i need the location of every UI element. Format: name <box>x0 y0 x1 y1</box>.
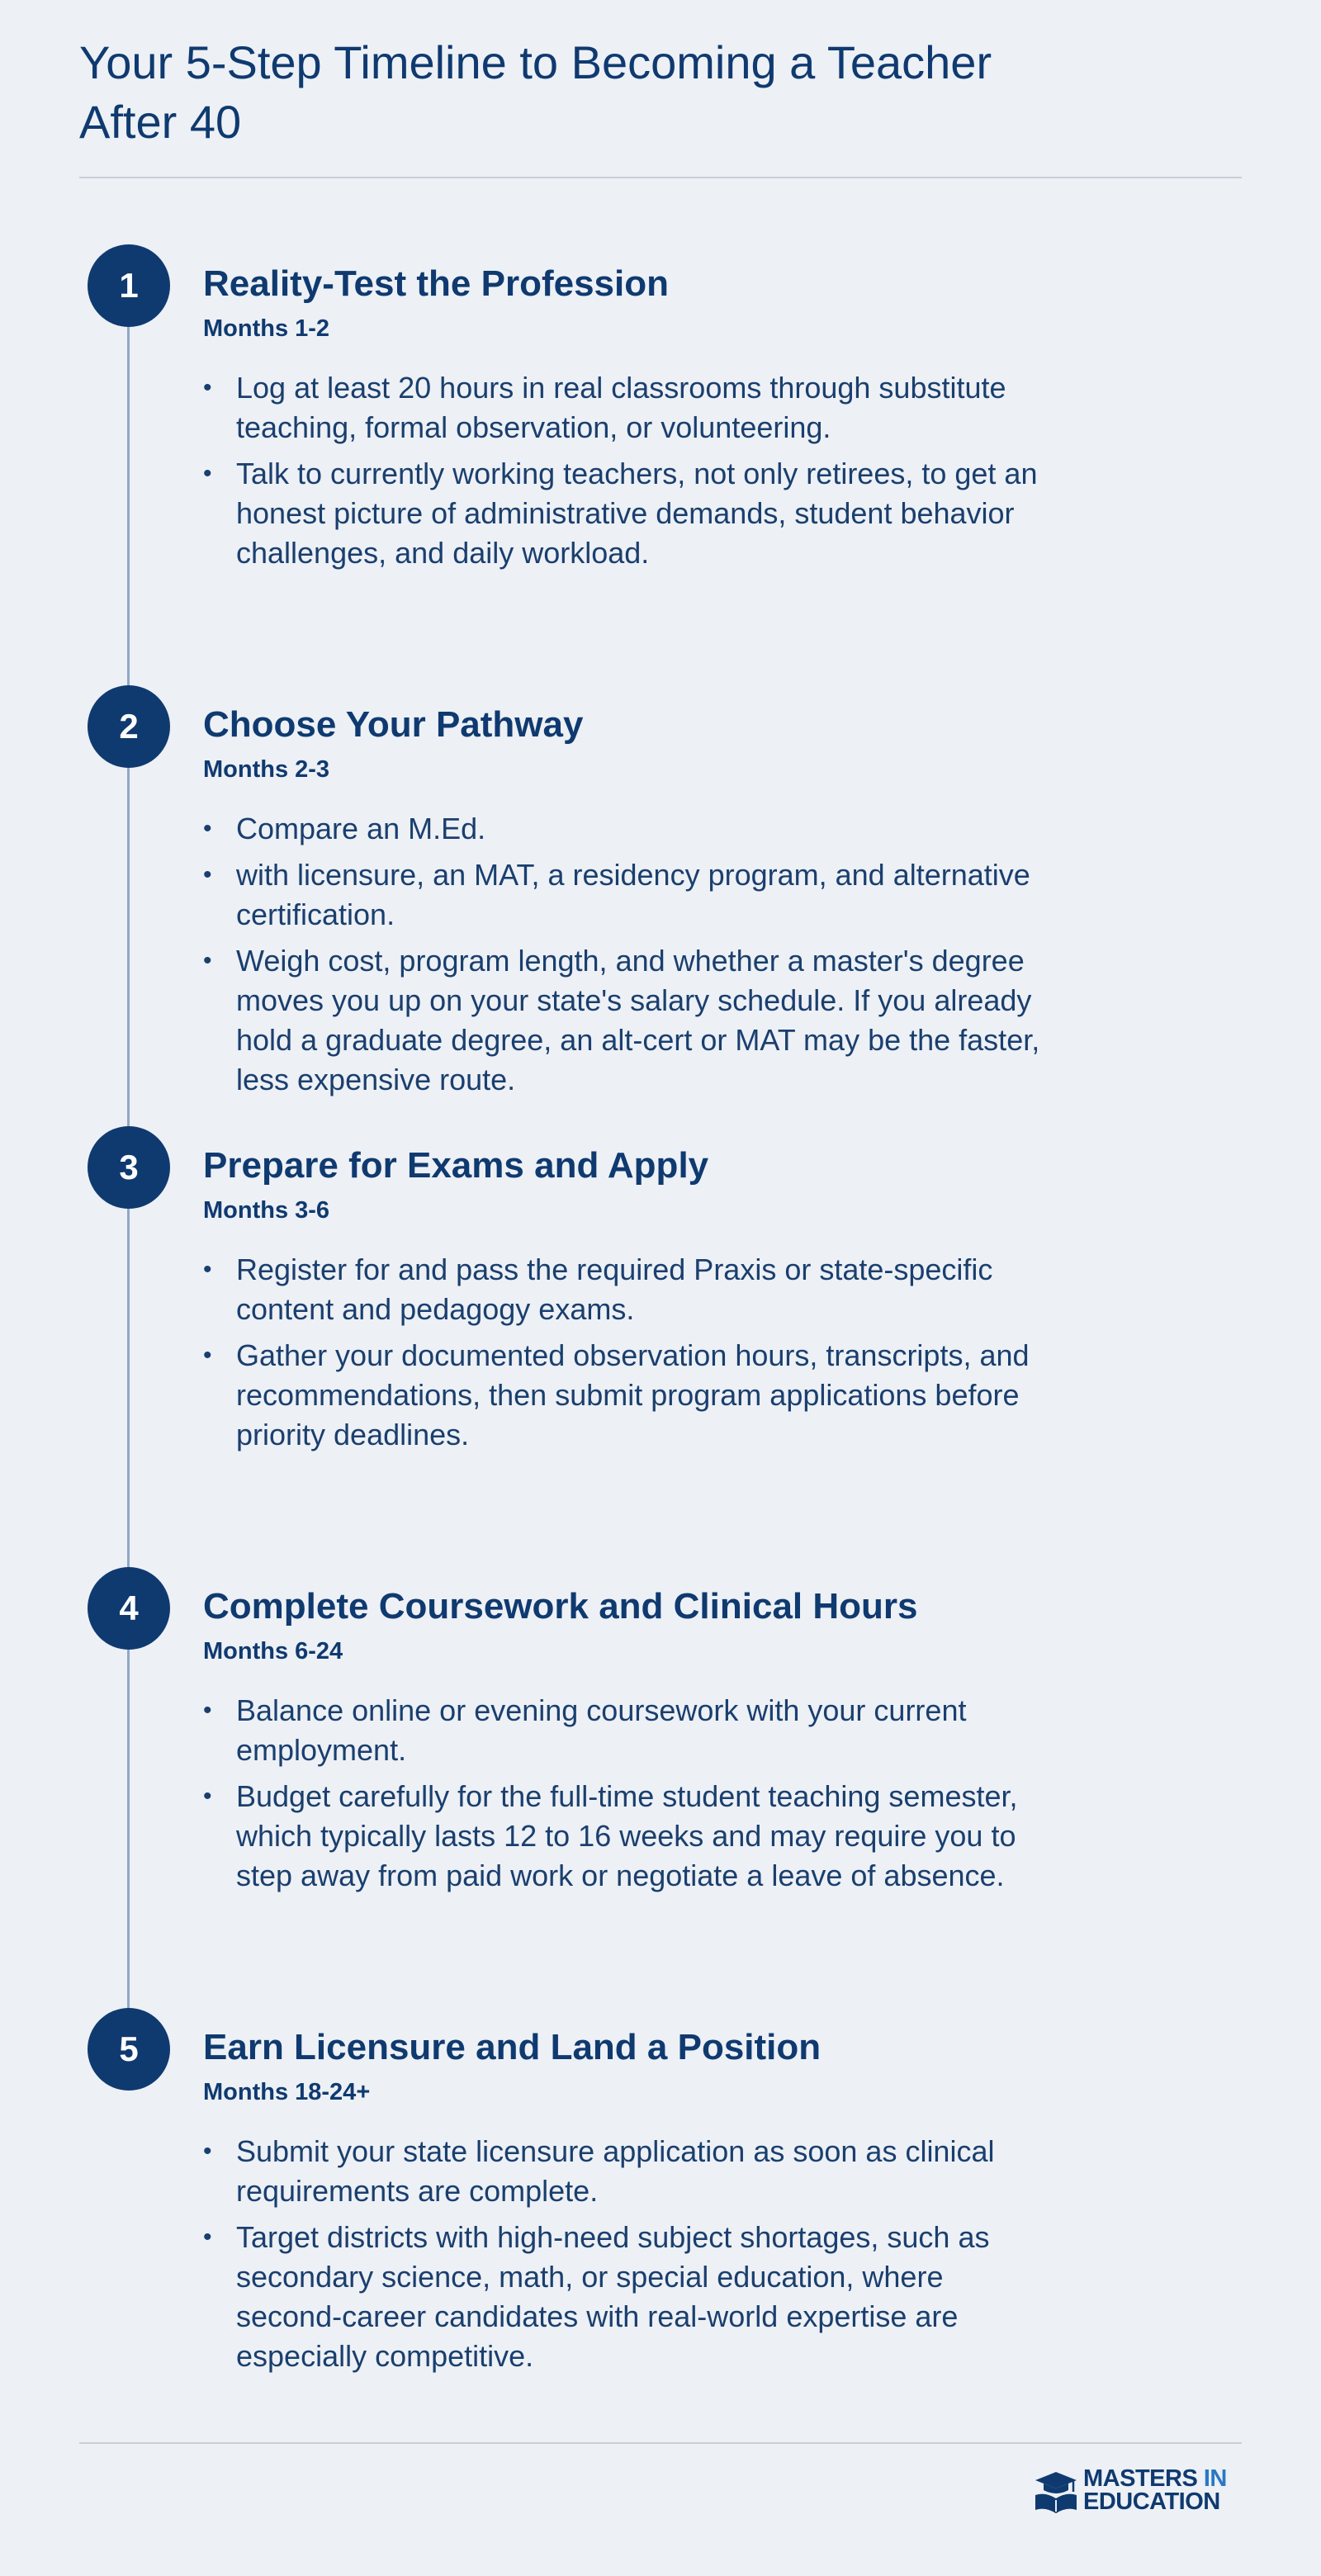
bullet-item <box>203 454 1053 573</box>
bullet-text: Balance online or evening coursework with your current employment. <box>236 1693 967 1767</box>
step-title: Earn Licensure and Land a Position <box>203 2027 821 2067</box>
step-number-badge: 3 <box>88 1126 170 1209</box>
bullet-dot-icon: • <box>203 1783 212 1810</box>
step-content <box>203 1143 1053 1461</box>
step-number-badge: 4 <box>88 1567 170 1650</box>
logo-word-education: EDUCATION <box>1083 2488 1220 2515</box>
bullet-dot-icon: • <box>203 1342 212 1369</box>
bullet-text: Compare an M.Ed. <box>236 812 486 845</box>
step-content <box>203 261 1053 580</box>
bullet-text: Budget carefully for the full-time student teaching semester, which typically lasts 12 to 16 weeks and may require you to step away from paid work or negotiate a leave of absence. <box>236 1779 1018 1892</box>
step-timeframe: Months 6-24 <box>203 1638 343 1664</box>
bullet-item <box>203 2218 1053 2376</box>
bullet-item <box>203 2132 1053 2211</box>
step-content <box>203 2024 1053 2383</box>
bullet-dot-icon: • <box>203 1697 212 1724</box>
bullet-item <box>203 1336 1053 1455</box>
bullet-dot-icon: • <box>203 2223 212 2251</box>
bullet-text: Talk to currently working teachers, not only retirees, to get an honest picture of administrative demands, student behavior challenges, and daily workload. <box>236 457 1038 570</box>
step-bullet-list <box>203 1691 1053 1896</box>
step-title: Prepare for Exams and Apply <box>203 1145 709 1186</box>
step-bullet-list <box>203 809 1053 1100</box>
bullet-text: Log at least 20 hours in real classrooms through substitute teaching, formal observation, or volunteering. <box>236 371 1006 444</box>
bullet-text: Weigh cost, program length, and whether a master's degree moves you up on your state's salary schedule. If you already hold a graduate degree, an alt-cert or MAT may be the faster, less expensive route. <box>236 944 1040 1096</box>
step-bullet-list <box>203 368 1053 573</box>
bullet-item <box>203 1777 1053 1896</box>
bullet-text: with licensure, an MAT, a residency program, and alternative certification. <box>236 858 1030 931</box>
bullet-item <box>203 1250 1053 1329</box>
bullet-item <box>203 941 1053 1100</box>
bullet-text: Gather your documented observation hours, transcripts, and recommendations, then submit program applications before priority deadlines. <box>236 1338 1030 1451</box>
bullet-dot-icon: • <box>203 2138 212 2165</box>
bullet-dot-icon: • <box>203 374 212 401</box>
step-title: Reality-Test the Profession <box>203 263 669 304</box>
step-timeframe: Months 3-6 <box>203 1197 330 1224</box>
step-content <box>203 1584 1053 1902</box>
graduation-cap-book-icon <box>1034 2470 1078 2517</box>
step-number-badge: 5 <box>88 2008 170 2091</box>
step-timeframe: Months 1-2 <box>203 315 330 342</box>
step-number-badge: 2 <box>88 685 170 768</box>
bullet-item <box>203 855 1053 935</box>
logo-word-masters: MASTERS <box>1083 2465 1198 2492</box>
bullet-dot-icon: • <box>203 1256 212 1283</box>
step-timeframe: Months 2-3 <box>203 756 330 783</box>
bullet-text: Submit your state licensure application as soon as clinical requirements are complete. <box>236 2134 995 2208</box>
bullet-text: Target districts with high-need subject shortages, such as secondary science, math, or special education, where second-career candidates with real-world expertise are especially competitive. <box>236 2220 990 2373</box>
masters-in-education-logo <box>1034 2464 1242 2517</box>
bullet-item <box>203 368 1053 447</box>
logo-wordmark <box>1083 2467 1227 2513</box>
bullet-dot-icon: • <box>203 815 212 842</box>
bullet-item <box>203 1691 1053 1770</box>
header-divider <box>79 177 1242 178</box>
step-bullet-list <box>203 2132 1053 2376</box>
bullet-dot-icon: • <box>203 947 212 974</box>
bullet-dot-icon: • <box>203 460 212 487</box>
step-content <box>203 702 1053 1106</box>
bullet-text: Register for and pass the required Praxis or state-specific content and pedagogy exams. <box>236 1252 993 1326</box>
bullet-item <box>203 809 1053 849</box>
step-number-badge: 1 <box>88 244 170 327</box>
bullet-dot-icon: • <box>203 861 212 888</box>
step-timeframe: Months 18-24+ <box>203 2079 371 2105</box>
logo-word-in: IN <box>1203 2465 1227 2492</box>
page-title: Your 5-Step Timeline to Becoming a Teacher After 40 <box>79 36 992 148</box>
step-title: Complete Coursework and Clinical Hours <box>203 1586 918 1627</box>
step-bullet-list <box>203 1250 1053 1455</box>
footer-divider <box>79 2442 1242 2444</box>
step-title: Choose Your Pathway <box>203 704 584 745</box>
